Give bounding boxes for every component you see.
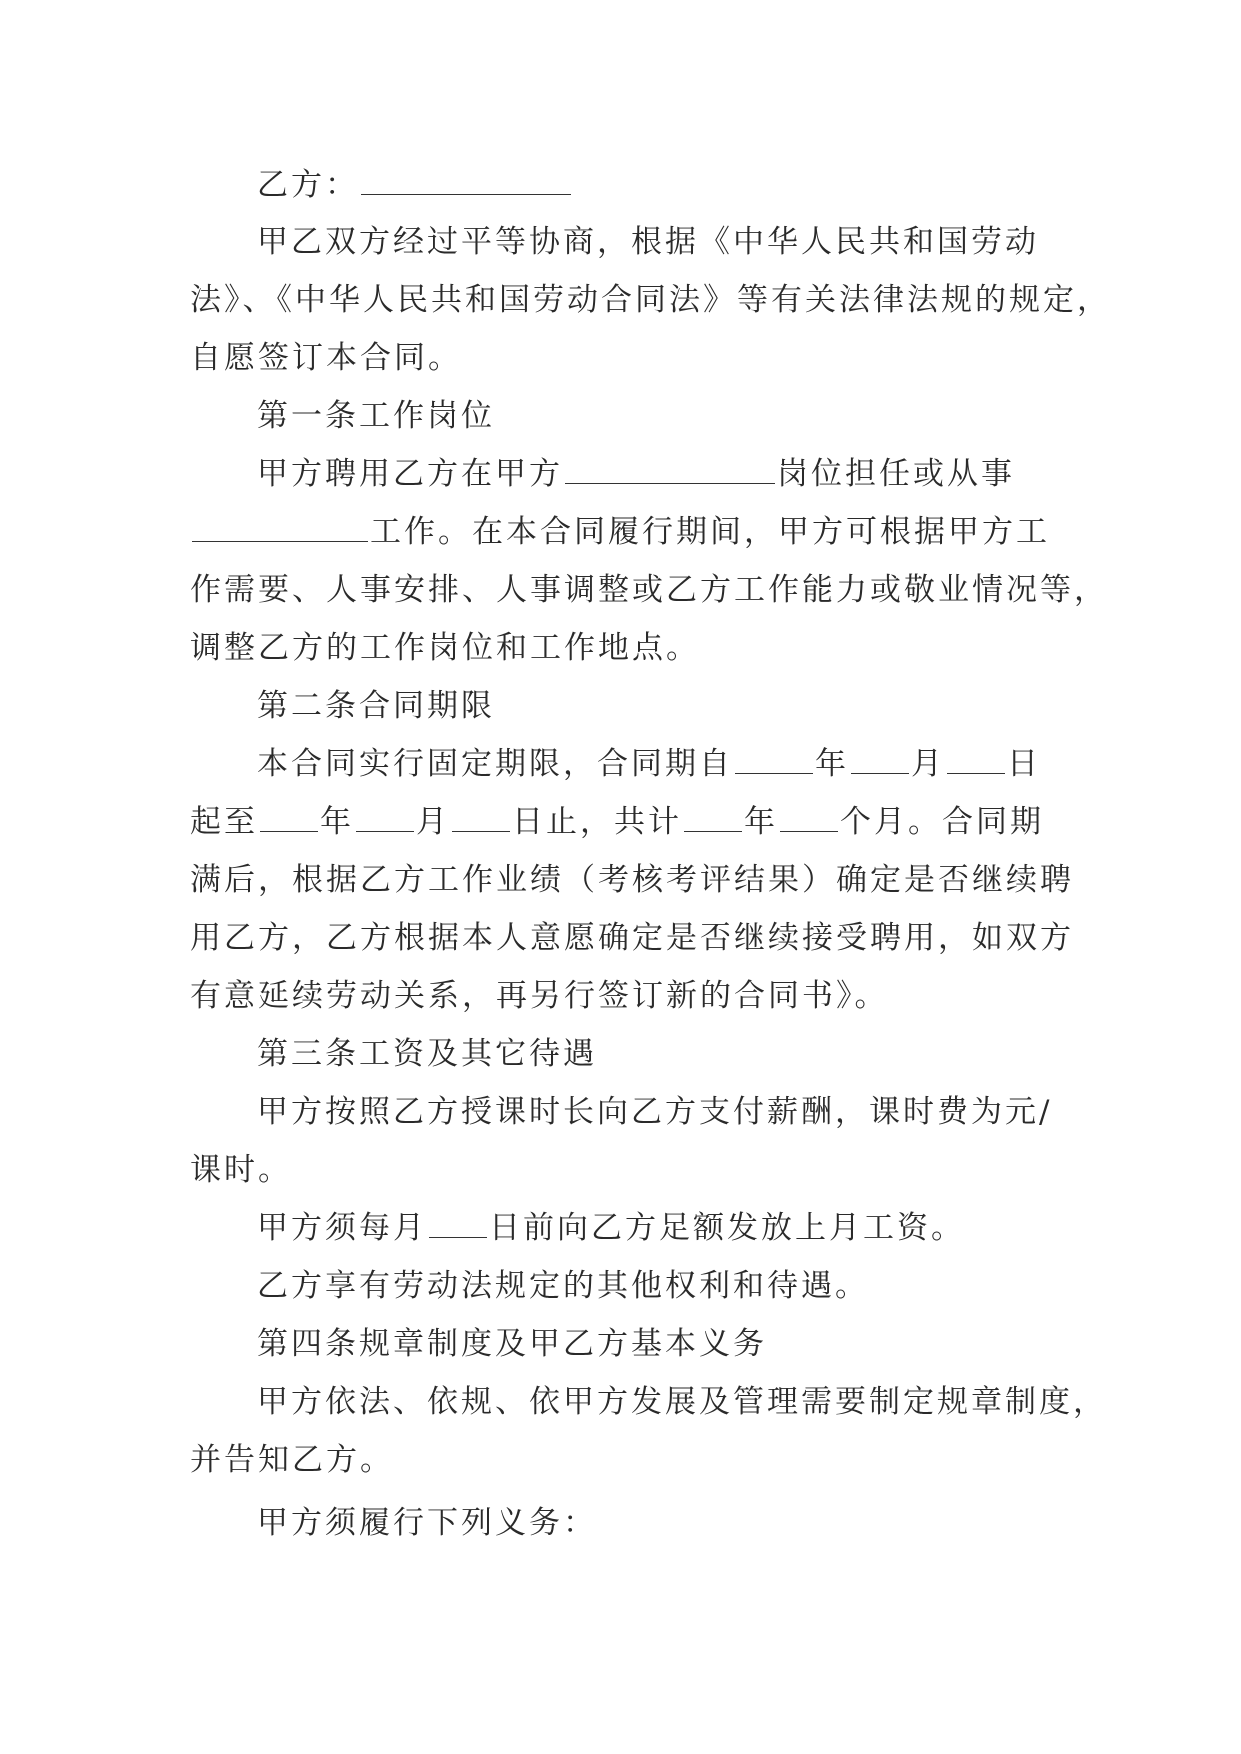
year-blank: [735, 749, 813, 774]
paragraph-line: [257, 1493, 1070, 1553]
total-months-blank: [780, 807, 838, 832]
text: 自愿签订本合同。: [190, 340, 462, 376]
text: 年: [320, 804, 354, 840]
party-b-blank: [361, 170, 571, 195]
paragraph-line: [257, 734, 1070, 794]
article-heading: [257, 386, 1070, 446]
party-b-label: 乙方：: [257, 167, 359, 203]
text: 年: [744, 804, 778, 840]
text: 日: [1007, 746, 1041, 782]
heading-text: 第四条规章制度及甲乙方基本义务: [257, 1326, 767, 1362]
text: 起至: [190, 804, 258, 840]
text: 甲方须每月: [257, 1210, 427, 1246]
heading-text: 第二条合同期限: [257, 688, 495, 724]
pay-day-blank: [429, 1213, 487, 1238]
text: 甲方聘用乙方在甲方: [257, 456, 563, 492]
text: 甲方依法、依规、依甲方发展及管理需要制定规章制度，: [257, 1384, 1107, 1420]
text: 工作。在本合同履行期间，甲方可根据甲方工: [370, 514, 1050, 550]
position-blank: [565, 459, 775, 484]
total-years-blank: [684, 807, 742, 832]
paragraph-line: [190, 966, 1070, 1026]
paragraph-line: [190, 792, 1070, 852]
day-blank: [452, 807, 510, 832]
paragraph-line: [257, 1256, 1070, 1316]
paragraph-line: [190, 850, 1074, 910]
work-blank: [192, 517, 368, 542]
text: 并告知乙方。: [190, 1442, 394, 1478]
paragraph-line: [190, 560, 1108, 620]
text: 年: [815, 746, 849, 782]
text: 日前向乙方足额发放上月工资。: [489, 1210, 965, 1246]
heading-text: 第一条工作岗位: [257, 398, 495, 434]
paragraph-line: [190, 1430, 1070, 1490]
paragraph-line: [190, 270, 1111, 330]
paragraph-line: [190, 502, 1070, 562]
text: 日止，共计: [512, 804, 682, 840]
text: 本合同实行固定期限，合同期自: [257, 746, 733, 782]
text: 满后，根据乙方工作业绩（考核考评结果）确定是否继续聘: [190, 862, 1074, 898]
text: 甲方须履行下列义务：: [257, 1505, 597, 1541]
day-blank: [947, 749, 1005, 774]
text: 调整乙方的工作岗位和工作地点。: [190, 630, 700, 666]
text: 月: [416, 804, 450, 840]
text: 法》、《中华人民共和国劳动合同法》等有关法律法规的规定，: [190, 282, 1111, 318]
paragraph-line: [257, 1082, 1070, 1142]
paragraph-line: [190, 328, 1070, 388]
article-heading: [257, 676, 1070, 736]
party-b-line: [257, 155, 1070, 215]
text: 月: [911, 746, 945, 782]
month-blank: [356, 807, 414, 832]
article-heading: [257, 1314, 1070, 1374]
text: 乙方享有劳动法规定的其他权利和待遇。: [257, 1268, 869, 1304]
paragraph-line: [190, 1140, 1070, 1200]
text: 岗位担任或从事: [777, 456, 1015, 492]
year-blank: [260, 807, 318, 832]
paragraph-line: [257, 212, 1070, 272]
paragraph-line: [257, 1372, 1107, 1432]
text: 甲方按照乙方授课时长向乙方支付薪酬，课时费为元/: [257, 1094, 1053, 1130]
text: 个月。合同期: [840, 804, 1044, 840]
article-heading: [257, 1024, 1070, 1084]
paragraph-line: [190, 618, 1070, 678]
heading-text: 第三条工资及其它待遇: [257, 1036, 597, 1072]
text: 课时。: [190, 1152, 292, 1188]
paragraph-line: [257, 444, 1070, 504]
paragraph-line: [190, 908, 1074, 968]
text: 作需要、人事安排、人事调整或乙方工作能力或敬业情况等，: [190, 572, 1108, 608]
text: 有意延续劳动关系，再另行签订新的合同书》。: [190, 978, 889, 1014]
text: 用乙方，乙方根据本人意愿确定是否继续接受聘用，如双方: [190, 920, 1074, 956]
text: 甲乙双方经过平等协商，根据《中华人民共和国劳动: [257, 224, 1039, 260]
month-blank: [851, 749, 909, 774]
paragraph-line: [257, 1198, 1070, 1258]
